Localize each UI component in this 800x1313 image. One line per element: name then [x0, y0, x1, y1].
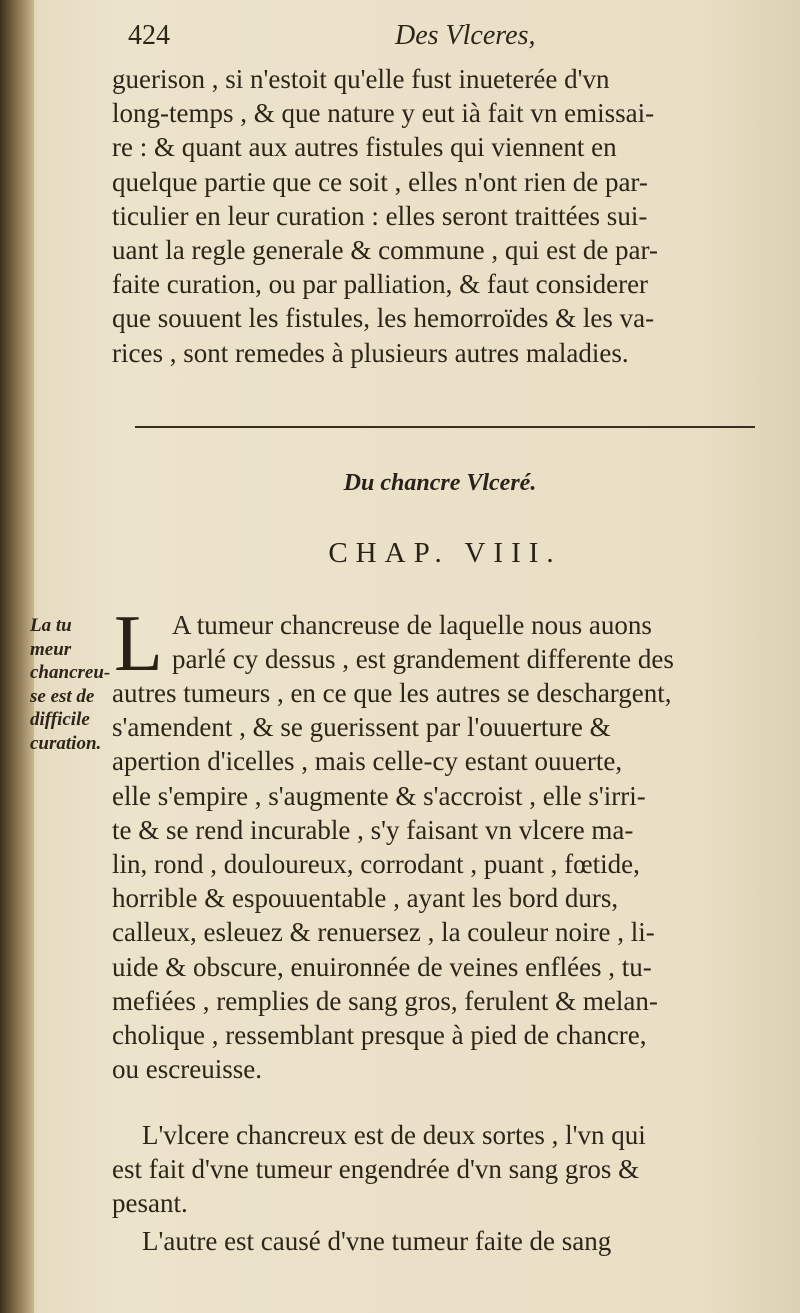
text-line: apertion d'icelles , mais celle-cy estant ouuerte,	[112, 746, 623, 777]
text-line: re : & quant aux autres fistules qui viennent en	[112, 132, 617, 163]
margin-note-line: se est de	[30, 685, 95, 707]
text-line: faite curation, ou par palliation, & faut considerer	[112, 269, 649, 300]
text-line: cholique , ressemblant presque à pied de chancre,	[112, 1020, 647, 1051]
text-line: ticulier en leur curation : elles seront traittées sui-	[112, 200, 648, 231]
page-number: 424	[128, 20, 170, 51]
paragraph-2	[112, 1118, 777, 1221]
chapter-heading: CHAP. VIII.	[328, 537, 562, 569]
drop-cap: L	[114, 600, 163, 688]
text-line: L'autre est causé d'vne tumeur faite de sang	[142, 1226, 612, 1256]
text-line: calleux, esleuez & renuersez , la couleur noire , li-	[112, 917, 655, 948]
section-divider	[135, 426, 755, 428]
page-header	[120, 20, 760, 60]
text-line: mefiées , remplies de sang gros, ferulent & melan-	[112, 985, 658, 1016]
margin-note-line: chancreu-	[30, 662, 111, 683]
text-line: long-temps , & que nature y eut ià fait vn emissai-	[112, 98, 655, 129]
paragraph-3	[112, 1224, 777, 1258]
text-line: te & se rend incurable , s'y faisant vn vlcere ma-	[112, 814, 634, 845]
text-line: ou escreuisse.	[112, 1054, 262, 1085]
text-line: lin, rond , douloureux, corrodant , puant , fœtide,	[112, 849, 640, 880]
margin-note-line: La tu	[30, 615, 72, 636]
text-line: autres tumeurs , en ce que les autres se deschargent,	[112, 678, 672, 708]
main-paragraph-opening	[172, 608, 772, 676]
margin-note	[30, 614, 112, 755]
top-paragraph	[112, 62, 777, 370]
text-line: est fait d'vne tumeur engendrée d'vn sang gros &	[112, 1154, 640, 1185]
text-line: quelque partie que ce soit , elles n'ont rien de par-	[112, 166, 648, 197]
text-line: s'amendent , & se guerissent par l'ouuerture &	[112, 712, 611, 743]
text-line: parlé cy dessus , est grandement differente des	[172, 644, 674, 675]
text-line: uide & obscure, enuironnée de veines enflées , tu-	[112, 951, 652, 982]
text-line: rices , sont remedes à plusieurs autres maladies.	[112, 337, 629, 368]
section-title: Du chancre Vlceré.	[343, 470, 537, 496]
main-paragraph	[112, 676, 777, 1086]
book-gutter	[0, 0, 34, 1313]
text-line: que souuent les fistules, les hemorroïdes & les va-	[112, 303, 655, 334]
margin-note-line: difficile	[30, 709, 90, 730]
text-line: elle s'empire , s'augmente & s'accroist , elle s'irri-	[112, 780, 646, 811]
text-line: A tumeur chancreuse de laquelle nous auons	[172, 610, 652, 640]
text-line: horrible & espouuentable , ayant les bord durs,	[112, 883, 619, 914]
text-line: pesant.	[112, 1188, 188, 1219]
text-line: guerison , si n'estoit qu'elle fust inueterée d'vn	[112, 64, 610, 94]
margin-note-line: curation.	[30, 732, 102, 754]
running-head: Des Vlceres,	[395, 20, 536, 51]
text-line: uant la regle generale & commune , qui est de par-	[112, 235, 658, 266]
margin-note-line: meur	[30, 638, 72, 660]
text-line: L'vlcere chancreux est de deux sortes , l'vn qui	[142, 1120, 646, 1150]
